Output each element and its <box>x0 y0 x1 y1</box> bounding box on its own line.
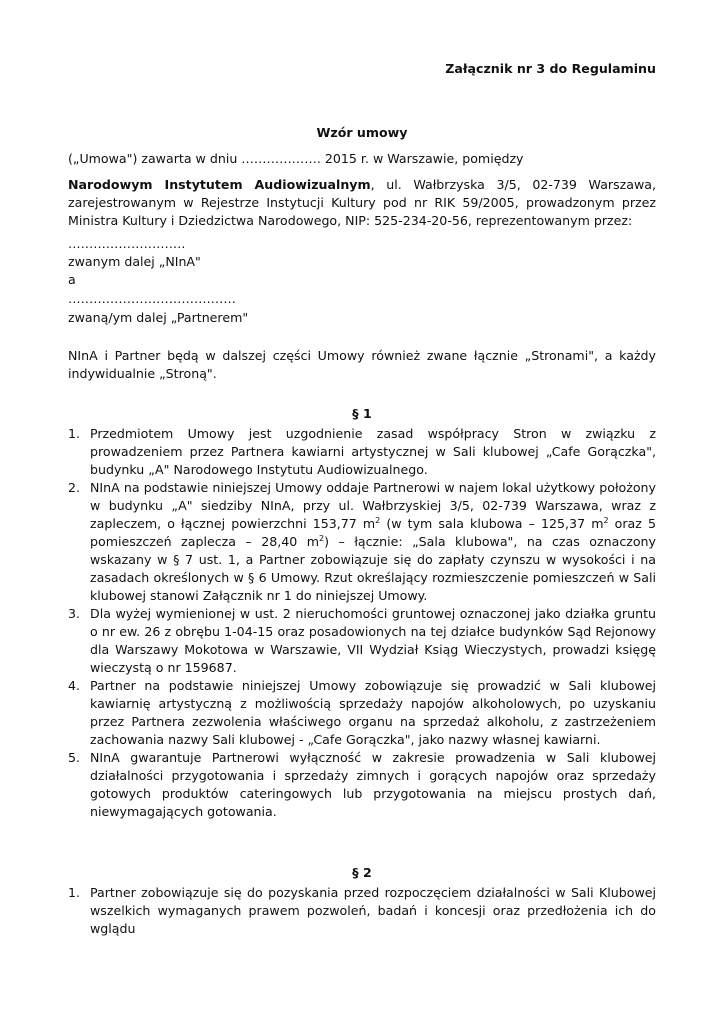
item-text: Przedmiotem Umowy jest uzgodnienie zasad współpracy Stron w związku z prowadzeniem przez Partnera kawiarni artystycznej w Sali klubowej „Cafe Gorączka", budynku „A" Narodowego Instytutu Audiowizualnego. <box>90 426 656 477</box>
item-number: 1. <box>68 426 81 441</box>
superscript: 2 <box>319 533 325 543</box>
superscript: 2 <box>375 515 381 525</box>
list-item <box>68 677 656 749</box>
item-number: 1. <box>68 885 81 900</box>
item-text: (w tym sala klubowa – 125,37 m <box>380 516 604 531</box>
signatory1-dots: ………………………. <box>68 236 186 251</box>
item-text: Partner na podstawie niniejszej Umowy zobowiązuje się prowadzić w Sali klubowej kawiarnię artystyczną z możliwością sprzedaży napojów alkoholowych, po uzyskaniu przez Partnera zezwolenia właściwego organu na sprzedaż alkoholu, z zastrzeżeniem zachowania nazwy Sali klubowej - „Cafe Gorączka", jako nazwy własnej kawiarni. <box>90 678 656 747</box>
party1-details: , ul. Wałbrzyska 3/5, 02-739 Warszawa, zarejestrowanym w Rejestrze Instytucji Kultury pod nr RIK 59/2005, prowadzonym przez Ministra Kultury i Dziedzictwa Narodowego, NIP: 525-234-20-56, reprezentowanym przez: <box>68 177 656 228</box>
signatory2-dots: …………………………………. <box>68 291 236 306</box>
item-text: Dla wyżej wymienionej w ust. 2 nieruchomości gruntowej oznaczonej jako działka gruntu o nr ew. 26 z obrębu 1-04-15 oraz posadowionych na tej działce budynków Sąd Rejonowy dla Warszawy Mokotowa w Warszawie, VII Wydział Ksiąg Wieczystych, prowadzi księgę wieczystą o nr 159687. <box>90 606 656 675</box>
item-text: NInA na podstawie niniejszej Umowy oddaje Partnerowi w najem lokal użytkowy położony w budynku „A" siedziby NInA, przy ul. Wałbrzyskiej 3/5, 02-739 Warszawa, wraz z zapleczem, o łącznej powierzchni 153,77 m <box>90 480 656 531</box>
list-item <box>68 605 656 677</box>
party1-paragraph <box>68 176 656 230</box>
section-2-heading: § 2 <box>352 865 372 880</box>
item-number: 2. <box>68 480 81 495</box>
item-text: NInA gwarantuje Partnerowi wyłączność w zakresie prowadzenia w Sali klubowej działalności przygotowania i sprzedaży zimnych i gorących napojów oraz sprzedaży gotowych produktów cateringowych lub przygotowania na miejscu prostych dań, niewymagających gotowania. <box>90 750 656 819</box>
item-text: Partner zobowiązuje się do pozyskania przed rozpoczęciem działalności w Sali Klubowej wszelkich wymaganych prawem pozwoleń, badań i koncesji oraz przedłożenia ich do wglądu <box>90 885 656 936</box>
item-number: 3. <box>68 606 81 621</box>
annex-label: Załącznik nr 3 do Regulaminu <box>445 61 656 76</box>
party1-alias: zwanym dalej „NInA" <box>68 254 201 269</box>
list-item <box>68 884 656 938</box>
superscript: 2 <box>603 515 609 525</box>
item-text: ) – łącznie: „Sala klubowa", na czas oznaczony wskazany w § 7 ust. 1, a Partner zobowiązuje się do zapłaty czynszu w wysokości i na zasadach określonych w § 6 Umowy. Rzut określający rozmieszczenie pomieszczeń w Sali klubowej stanowi Załącznik nr 1 do niniejszej Umowy. <box>90 534 656 603</box>
and-word: a <box>68 272 76 287</box>
section-1-heading: § 1 <box>352 406 372 421</box>
parties-note: NInA i Partner będą w dalszej części Umowy również zwane łącznie „Stronami", a każdy indywidualnie „Stroną". <box>68 348 656 381</box>
list-item <box>68 479 656 605</box>
section-1-list <box>68 425 656 821</box>
section-2-list <box>68 884 656 938</box>
item-number: 4. <box>68 678 81 693</box>
item-text: oraz 5 pomieszczeń zaplecza – 28,40 m <box>90 516 656 549</box>
party1-name: Narodowym Instytutem Audiowizualnym <box>68 177 371 192</box>
list-item <box>68 749 656 821</box>
item-number: 5. <box>68 750 81 765</box>
party2-alias: zwaną/ym dalej „Partnerem" <box>68 310 249 325</box>
document-title: Wzór umowy <box>316 125 408 140</box>
list-item <box>68 425 656 479</box>
intro-line: („Umowa") zawarta w dniu ………………. 2015 r. w Warszawie, pomiędzy <box>68 151 524 166</box>
